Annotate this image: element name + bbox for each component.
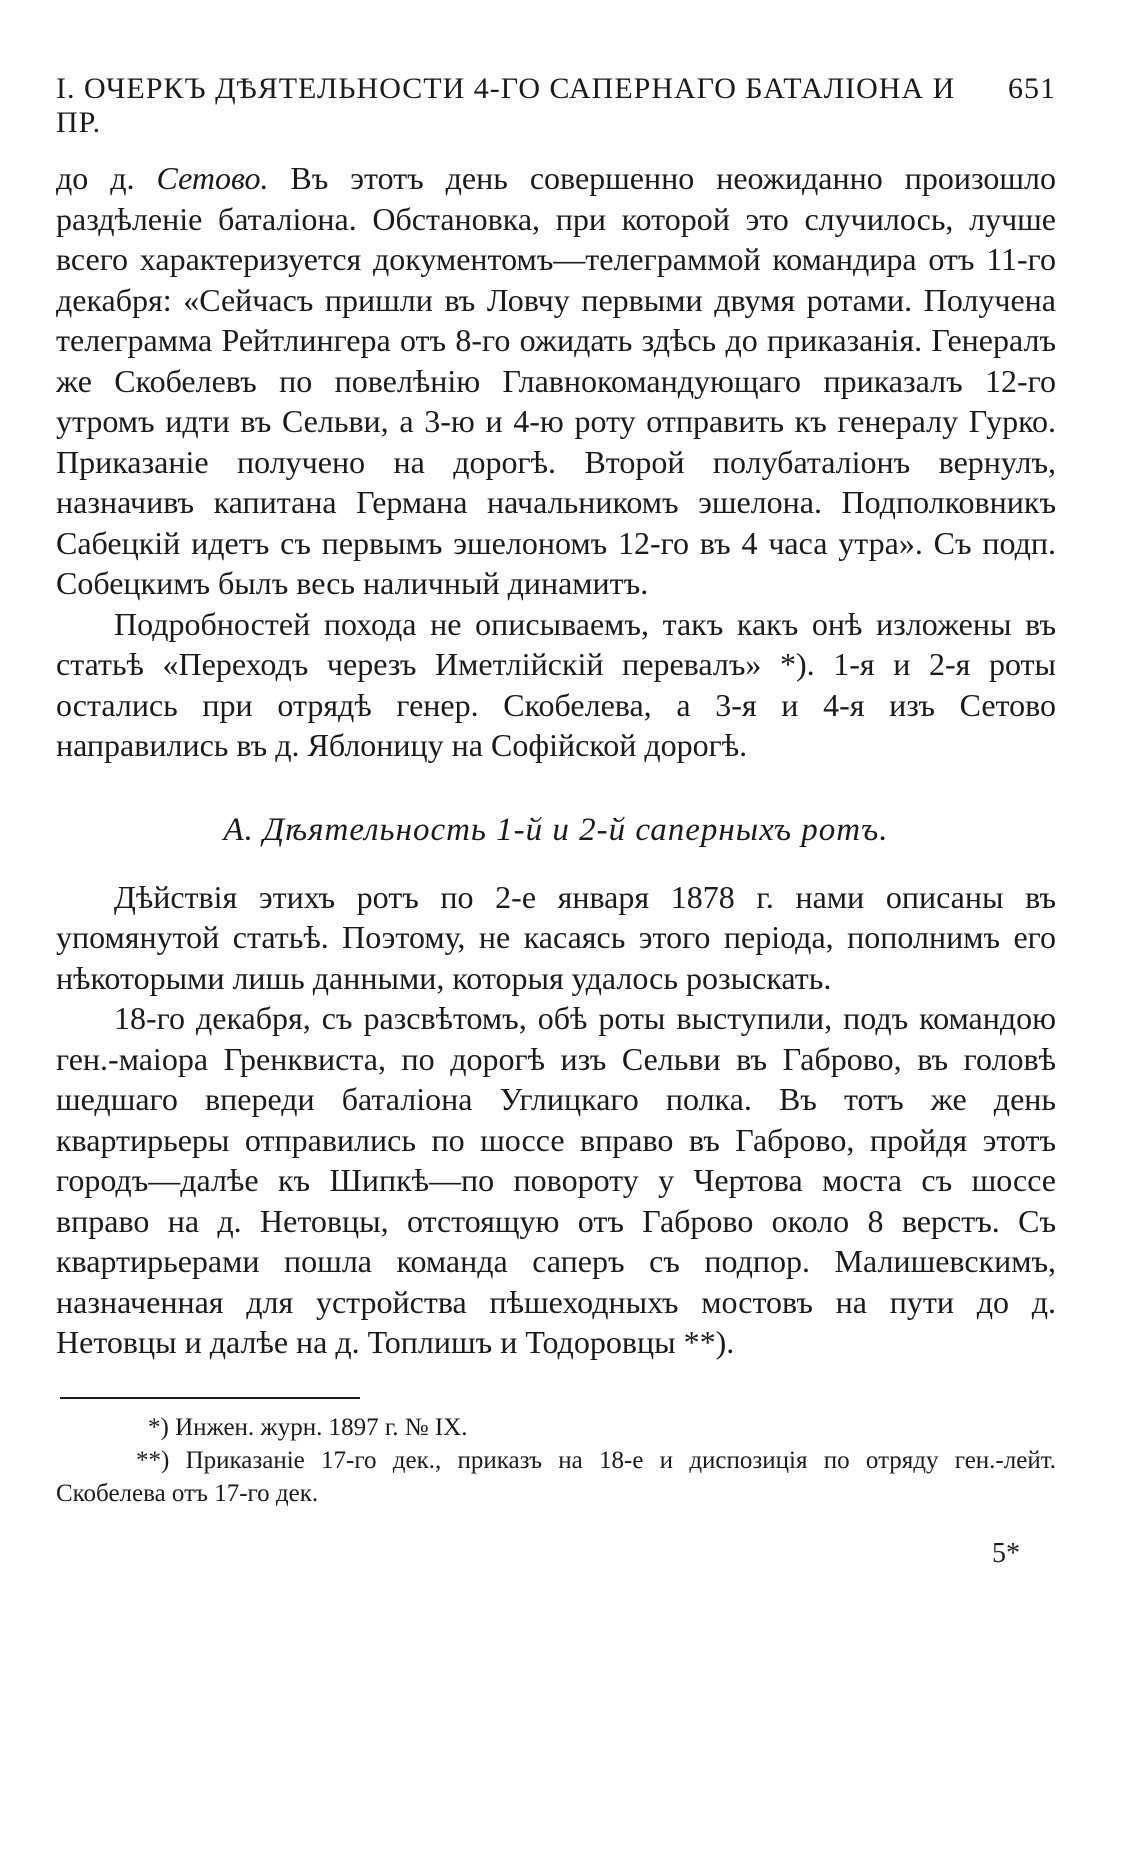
paragraph-1-rest: Въ этотъ день совершенно неожиданно произошло раздѣленіе баталіона. Обстановка, при которой это случилось, лучше всего характеризуется документомъ—телеграммой командира отъ 11-го декабря: «Сейчасъ пришли въ Ловчу первыми двумя ротами. Получена телеграмма Рейтлингера отъ 8-го ожидать здѣсь до приказанія. Генералъ же Скобелевъ по повелѣнію Главнокомандующаго приказалъ 12-го утромъ идти въ Сельви, а 3-ю и 4-ю роту отправить къ генералу Гурко. Приказаніе получено на дорогѣ. Второй полубаталіонъ вернулъ, назначивъ капитана Германа начальникомъ эшелона. Подполковникъ Сабецкій идетъ съ первымъ эшелономъ 12-го въ 4 часа утра». Съ подп. Собецкимъ былъ весь наличный динамитъ. [56,160,1057,601]
place-name-setovo: Сетово. [156,160,269,196]
body-text [56,158,1056,766]
footnote-1: *) Инжен. журн. 1897 г. № IX. [148,1413,468,1441]
page [56,72,1056,1570]
body-text-section-a [56,877,1056,1363]
page-number: 651 [1008,72,1056,105]
footnote-rule [60,1397,360,1399]
section-heading: А. Дѣятельность 1-й и 2-й саперныхъ ротъ. [223,811,889,848]
paragraph-1 [56,158,1056,604]
running-head [56,72,1056,140]
footnotes [56,1411,1056,1510]
paragraph-2: Подробностей похода не описываемъ, такъ какъ онѣ изложены въ статьѣ «Переходъ черезъ Иметлійскій перевалъ» *). 1-я и 2-я роты остались при отрядѣ генер. Скобелева, а 3-я и 4-я изъ Сетово направились въ д. Яблоницу на Софійской дорогѣ. [56,605,1056,763]
running-head-title: I. ОЧЕРКЪ ДѢЯТЕЛЬНОСТИ 4-ГО САПЕРНАГО БАТАЛІОНА И ПР. [56,72,956,139]
signature-mark: 5* [992,1537,1020,1569]
paragraph-1-start: до д. [56,160,157,196]
paragraph-4: 18-го декабря, съ разсвѣтомъ, обѣ роты выступили, подъ командою ген.-маіора Гренквиста, по дорогѣ изъ Сельви въ Габрово, въ головѣ шедшаго впереди баталіона Углицкаго полка. Въ тотъ же день квартирьеры отправились по шоссе вправо въ Габрово, пройдя этотъ городъ—далѣе къ Шипкѣ—по повороту у Чертова моста съ шоссе вправо на д. Нетовцы, отстоящую отъ Габрово около 8 верстъ. Съ квартирьерами пошла команда саперъ съ подпор. Малишевскимъ, назначенная для устройства пѣшеходныхъ мостовъ на пути до д. Нетовцы и далѣе на д. Топлишъ и Тодоровцы **). [56,1000,1056,1360]
paragraph-3: Дѣйствія этихъ ротъ по 2-е января 1878 г. нами описаны въ упомянутой статьѣ. Поэтому, не касаясь этого періода, пополнимъ его нѣкоторыми лишь данными, которыя удалось розыскать. [56,878,1056,996]
footnote-2: **) Приказаніе 17-го дек., приказъ на 18-е и диспозиція по отряду ген.-лейт. Скобелева отъ 17-го дек. [56,1446,1056,1507]
